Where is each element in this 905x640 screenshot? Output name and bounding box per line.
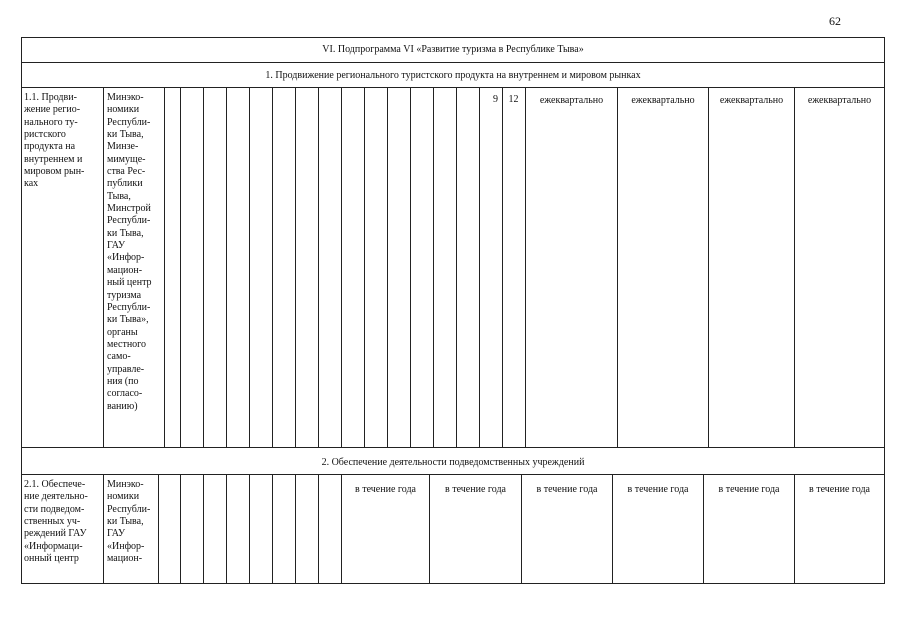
table-border-right bbox=[884, 37, 885, 584]
row1-value-1: 9 bbox=[493, 94, 498, 105]
row1-period-3: ежеквартально bbox=[719, 95, 784, 106]
row2-executor: Минэко- номики Республи- ки Тыва, ГАУ «Инфор- мацион- bbox=[107, 479, 151, 565]
row1-period-2: ежеквартально bbox=[631, 95, 695, 106]
row2-period-2: в течение года bbox=[445, 484, 506, 495]
program-table bbox=[21, 37, 885, 584]
table-border-bottom bbox=[21, 583, 885, 584]
row1-period-1: ежеквартально bbox=[539, 95, 604, 106]
section2-title: 2. Обеспечение деятельности подведомственных учреждений bbox=[321, 457, 585, 468]
page-number: 62 bbox=[829, 14, 841, 28]
row2-period-6: в течение года bbox=[809, 484, 870, 495]
row2-name: 2.1. Обеспече- ние деятельно- сти подведом- ственных уч- реждений ГАУ «Информаци- онный центр bbox=[24, 479, 88, 565]
row1-name: 1.1. Продви- жение регио- нального ту- ристского продукта на внутреннем и мировом рын- ках bbox=[24, 92, 85, 190]
table-border-top bbox=[21, 37, 885, 38]
row2-period-5: в течение года bbox=[718, 484, 780, 495]
row1-value-2: 12 bbox=[508, 94, 519, 105]
row2-period-4: в течение года bbox=[627, 484, 689, 495]
row2-period-3: в течение года bbox=[536, 484, 598, 495]
row1-executor: Минэко- номики Республи- ки Тыва, Минзе- мимуще- ства Рес- публики Тыва, Минстрой Республи- ки Тыва, ГАУ «Инфор- мацион- ный центр туризма Республи- ки Тыва», органы местного само- управле- ния (по согласо- ванию) bbox=[107, 92, 152, 412]
row2-period-1: в течение года bbox=[355, 484, 416, 495]
table-border-left bbox=[21, 37, 22, 584]
subprogram-title: VI. Подпрограмма VI «Развитие туризма в Республике Тыва» bbox=[322, 44, 584, 55]
row1-period-4: ежеквартально bbox=[807, 95, 872, 106]
section1-title: 1. Продвижение регионального туристского продукта на внутреннем и мировом рынках bbox=[265, 70, 641, 81]
